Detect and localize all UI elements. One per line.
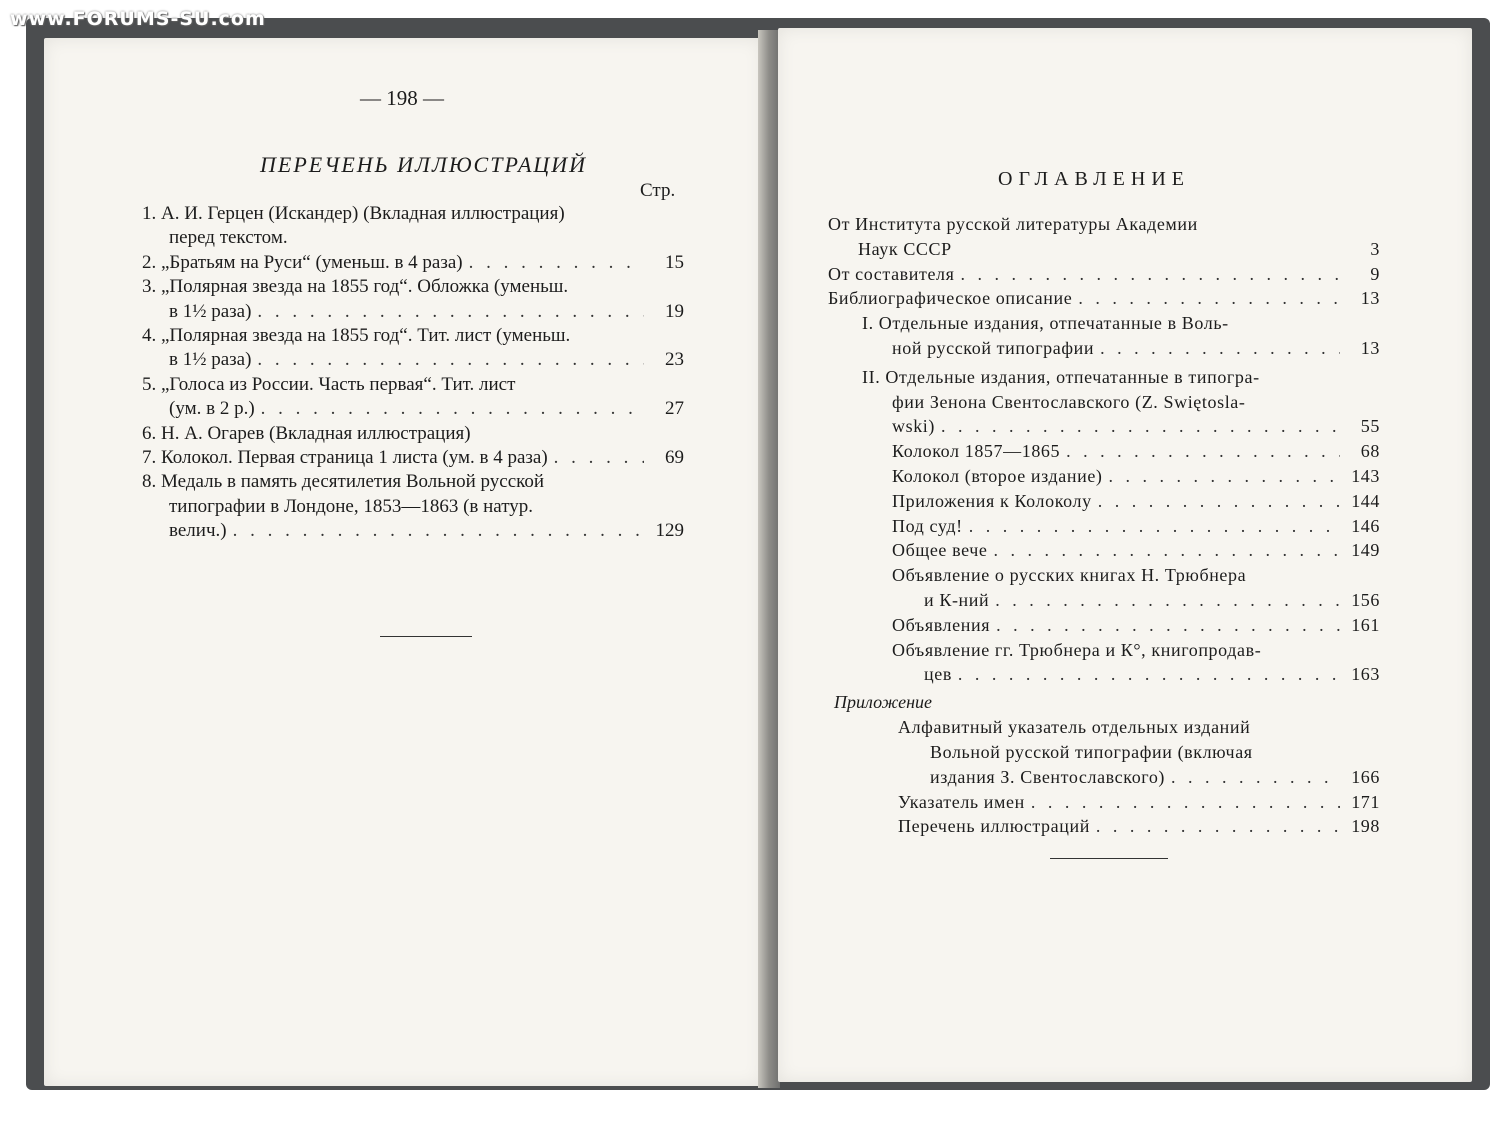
leader-dots <box>958 662 1340 687</box>
entry-page: 171 <box>1351 791 1380 812</box>
entry-text: издания З. Свентославского) <box>930 766 1166 787</box>
item-text: 1. А. И. Герцен (Искандер) (Вкладная иллюстрация) <box>142 203 565 224</box>
entry-page: 156 <box>1351 589 1380 610</box>
entry-text: Объявление гг. Трюбнера и К°, книгопродав- <box>892 639 1262 660</box>
item-text: велич.) <box>169 520 227 542</box>
toc-entry <box>828 489 1380 514</box>
item-page: 129 <box>655 520 684 542</box>
item-text: перед текстом. <box>169 227 288 249</box>
illustrations-title: ПЕРЕЧЕНЬ ИЛЛЮСТРАЦИЙ <box>260 152 588 177</box>
leader-dots <box>961 262 1340 287</box>
leader-dots <box>995 588 1340 613</box>
entry-text: Колокол 1857—1865 <box>892 441 1061 462</box>
item-text: 8. Медаль в память десятилетия Вольной русской <box>142 471 545 493</box>
leader-dots <box>257 300 644 324</box>
leader-dots <box>469 251 644 275</box>
item-page: 27 <box>665 398 684 420</box>
page-number: — 198 — <box>360 86 444 110</box>
entry-text: Объявление о русских книгах Н. Трюбнера <box>892 565 1247 586</box>
entry-text: Общее вече <box>892 540 988 561</box>
book-spine-gutter <box>758 30 780 1088</box>
entry-page: 146 <box>1351 515 1380 536</box>
item-text: типографии в Лондоне, 1853—1863 (в натур. <box>169 495 534 517</box>
entry-text: и К-ний <box>924 589 990 610</box>
entry-page: 163 <box>1351 664 1380 685</box>
item-text: 5. „Голоса из России. Часть первая“. Тит. лист <box>142 373 516 395</box>
appendix-label: Приложение <box>834 692 933 713</box>
entry-text: Колокол (второе издание) <box>892 465 1103 486</box>
toc-entry <box>828 286 1380 311</box>
entry-page: 13 <box>1360 288 1380 309</box>
toc-entry <box>828 311 1380 361</box>
entry-text: От составителя <box>828 263 955 284</box>
entry-page: 161 <box>1351 614 1380 635</box>
item-page: 15 <box>665 251 684 273</box>
divider-rule <box>1050 858 1168 859</box>
entry-page: 143 <box>1351 465 1380 486</box>
list-item <box>142 470 684 543</box>
item-page: 19 <box>665 300 684 322</box>
toc-entry <box>828 439 1380 464</box>
entry-page: 144 <box>1351 490 1380 511</box>
table-of-contents <box>828 212 1380 839</box>
entry-page: 9 <box>1370 263 1380 284</box>
list-item <box>142 446 684 470</box>
leader-dots <box>1100 336 1340 361</box>
list-item <box>142 422 684 446</box>
item-text: в 1½ раза) <box>169 300 252 322</box>
leader-dots <box>941 414 1340 439</box>
entry-text: фии Зенона Свентославского (Z. Swiętosla- <box>892 391 1246 412</box>
entry-text: Алфавитный указатель отдельных изданий <box>898 717 1251 738</box>
list-item <box>142 202 684 251</box>
entry-text: Перечень иллюстраций <box>898 816 1090 837</box>
entry-page: 3 <box>1370 238 1380 259</box>
entry-page: 149 <box>1351 540 1380 561</box>
entry-text: Библиографическое описание <box>828 288 1073 309</box>
toc-entry <box>828 514 1380 539</box>
toc-entry <box>828 814 1380 839</box>
list-item <box>142 251 684 275</box>
entry-text: Наук СССР <box>858 238 952 259</box>
leader-dots <box>261 397 644 421</box>
item-text: в 1½ раза) <box>169 349 252 371</box>
leader-dots <box>233 519 644 543</box>
toc-entry <box>828 538 1380 563</box>
entry-page: 166 <box>1351 766 1380 787</box>
item-page: 69 <box>665 447 684 469</box>
watermark: www.FORUMS-SU.com <box>10 8 266 30</box>
entry-page: 55 <box>1360 416 1380 437</box>
entry-page: 13 <box>1360 337 1380 358</box>
leader-dots <box>1096 814 1340 839</box>
page-column-label: Стр. <box>640 180 676 201</box>
toc-entry <box>828 563 1380 613</box>
leader-dots <box>969 514 1340 539</box>
toc-entry <box>828 212 1380 262</box>
toc-entry <box>828 262 1380 287</box>
leader-dots <box>554 446 644 470</box>
leader-dots <box>1031 790 1340 815</box>
list-item <box>142 324 684 373</box>
item-text: 4. „Полярная звезда на 1855 год“. Тит. лист (уменьш. <box>142 325 571 347</box>
toc-entry <box>828 613 1380 638</box>
toc-entry <box>828 365 1380 439</box>
divider-rule <box>380 636 472 637</box>
entry-text: II. Отдельные издания, отпечатанные в типогра- <box>862 366 1260 387</box>
toc-entry <box>828 790 1380 815</box>
leader-dots <box>1098 489 1340 514</box>
leader-dots <box>1171 765 1340 790</box>
entry-page: 68 <box>1360 441 1380 462</box>
leader-dots <box>1109 464 1340 489</box>
leader-dots <box>257 348 644 372</box>
entry-text: I. Отдельные издания, отпечатанные в Воль- <box>862 313 1229 334</box>
item-text: 7. Колокол. Первая страница 1 листа (ум. в 4 раза) <box>142 447 548 469</box>
list-item <box>142 275 684 324</box>
entry-text: цев <box>924 664 952 685</box>
toc-entry <box>828 638 1380 688</box>
entry-text: Приложения к Колоколу <box>892 490 1092 511</box>
toc-entry <box>828 715 1380 789</box>
entry-text: От Института русской литературы Академии <box>828 214 1198 234</box>
entry-text: Под суд! <box>892 515 963 536</box>
entry-text: wski) <box>892 416 935 437</box>
leader-dots <box>1078 286 1340 311</box>
leader-dots <box>996 613 1340 638</box>
entry-text: ной русской типографии <box>892 337 1095 358</box>
entry-text: Вольной русской типографии (включая <box>930 741 1253 762</box>
item-text: 2. „Братьям на Руси“ (уменьш. в 4 раза) <box>142 251 463 273</box>
item-page: 23 <box>665 349 684 371</box>
toc-entry <box>828 464 1380 489</box>
item-text: 3. „Полярная звезда на 1855 год“. Обложка (уменьш. <box>142 276 569 298</box>
toc-title: ОГЛАВЛЕНИЕ <box>998 168 1190 190</box>
entry-page: 198 <box>1351 816 1380 837</box>
entry-text: Объявления <box>892 614 991 635</box>
entry-text: Указатель имен <box>898 791 1025 812</box>
illustrations-list <box>142 202 684 544</box>
item-text: (ум. в 2 р.) <box>169 398 255 420</box>
leader-dots <box>1066 439 1340 464</box>
leader-dots <box>993 538 1340 563</box>
item-text: 6. Н. А. Огарев (Вкладная иллюстрация) <box>142 422 471 444</box>
list-item <box>142 373 684 422</box>
